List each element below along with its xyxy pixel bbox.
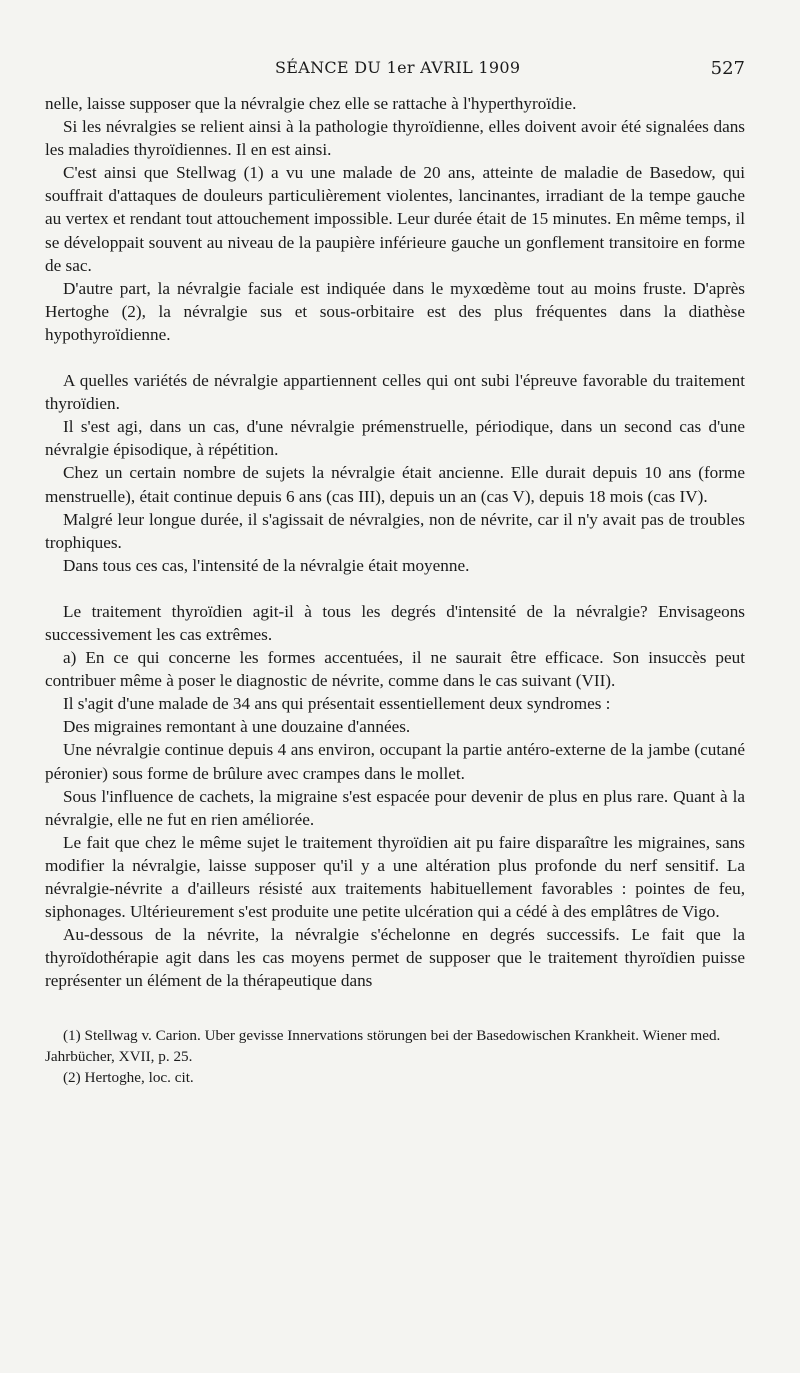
running-header: [45, 52, 745, 92]
running-title: SÉANCE DU 1er AVRIL 1909: [275, 58, 521, 77]
paragraph: Sous l'influence de cachets, la migraine s'est espacée pour devenir de plus en plus rare. Quant à la névralgie, elle ne fut en rien améliorée.: [45, 786, 745, 829]
footnote: (2) Hertoghe, loc. cit.: [63, 1068, 194, 1086]
paragraph: Le traitement thyroïdien agit-il à tous les degrés d'intensité de la névralgie? Envisageons successivement les cas extrêmes.: [45, 601, 745, 644]
paragraph: D'autre part, la névralgie faciale est indiquée dans le myxœdème tout au moins fruste. D'après Hertoghe (2), la névralgie sus et sous-orbitaire est des plus fréquentes dans la diathèse hypothyroïdienne.: [45, 278, 745, 344]
paragraph: Il s'agit d'une malade de 34 ans qui présentait essentiellement deux syndromes :: [63, 694, 611, 714]
paragraph: Il s'est agi, dans un cas, d'une névralgie prémenstruelle, périodique, dans un second cas d'une névralgie épisodique, à répétition.: [45, 417, 745, 460]
body-text: [45, 92, 745, 992]
paragraph: Une névralgie continue depuis 4 ans environ, occupant la partie antéro-externe de la jambe (cutané péronier) sous forme de brûlure avec crampes dans le mollet.: [45, 740, 745, 783]
page-number: 527: [710, 58, 745, 79]
footnotes: [45, 1026, 745, 1088]
paragraph: Malgré leur longue durée, il s'agissait de névralgies, non de névrite, car il n'y avait pas de troubles trophiques.: [45, 509, 745, 552]
paragraph: nelle, laisse supposer que la névralgie chez elle se rattache à l'hyperthyroïdie.: [45, 94, 577, 113]
paragraph: a) En ce qui concerne les formes accentuées, il ne saurait être efficace. Son insuccès peut contribuer même à poser le diagnostic de névrite, comme dans le cas suivant (VII).: [45, 648, 745, 691]
footnote-separator: [45, 992, 745, 1026]
paragraph: Chez un certain nombre de sujets la névralgie était ancienne. Elle durait depuis 10 ans (forme menstruelle), était continue depuis 6 ans (cas III), depuis un an (cas V), depuis 18 mois (cas IV).: [45, 463, 745, 506]
paragraph: Au-dessous de la névrite, la névralgie s'échelonne en degrés successifs. Le fait que la thyroïdothérapie agit dans les cas moyens permet de supposer que le traitement thyroïdien puisse représenter un élément de la thérapeutique dans: [45, 925, 745, 991]
footnote: (1) Stellwag v. Carion. Uber gevisse Innervations störungen bei der Basedowischen Krankheit. Wiener med. Jahrbücher, XVII, p. 25.: [45, 1027, 721, 1066]
paragraph: A quelles variétés de névralgie appartiennent celles qui ont subi l'épreuve favorable du traitement thyroïdien.: [45, 371, 745, 414]
paragraph: Dans tous ces cas, l'intensité de la névralgie était moyenne.: [63, 555, 470, 575]
paragraph: C'est ainsi que Stellwag (1) a vu une malade de 20 ans, atteinte de maladie de Basedow, qui souffrait d'attaques de douleurs particulièrement violentes, lancinantes, irradiant de la tempe gauche au vertex et rendant tout attouchement impossible. Leur durée était de 15 minutes. En même temps, il se développait souvent au niveau de la paupière inférieure gauche un gonflement transitoire en forme de sac.: [45, 163, 745, 275]
paragraph: Le fait que chez le même sujet le traitement thyroïdien ait pu faire disparaître les migraines, sans modifier la névralgie, laisse supposer qu'il y a une altération plus profonde du nerf sensitif. La névralgie-névrite a d'ailleurs résisté aux traitements habituellement favorables : pointes de feu, siphonages. Ultérieurement s'est produite une petite ulcération qui a cédé à des emplâtres de Vigo.: [45, 832, 745, 922]
paragraph: Des migraines remontant à une douzaine d'années.: [63, 717, 411, 737]
paragraph: Si les névralgies se relient ainsi à la pathologie thyroïdienne, elles doivent avoir été signalées dans les maladies thyroïdiennes. Il en est ainsi.: [45, 117, 745, 160]
